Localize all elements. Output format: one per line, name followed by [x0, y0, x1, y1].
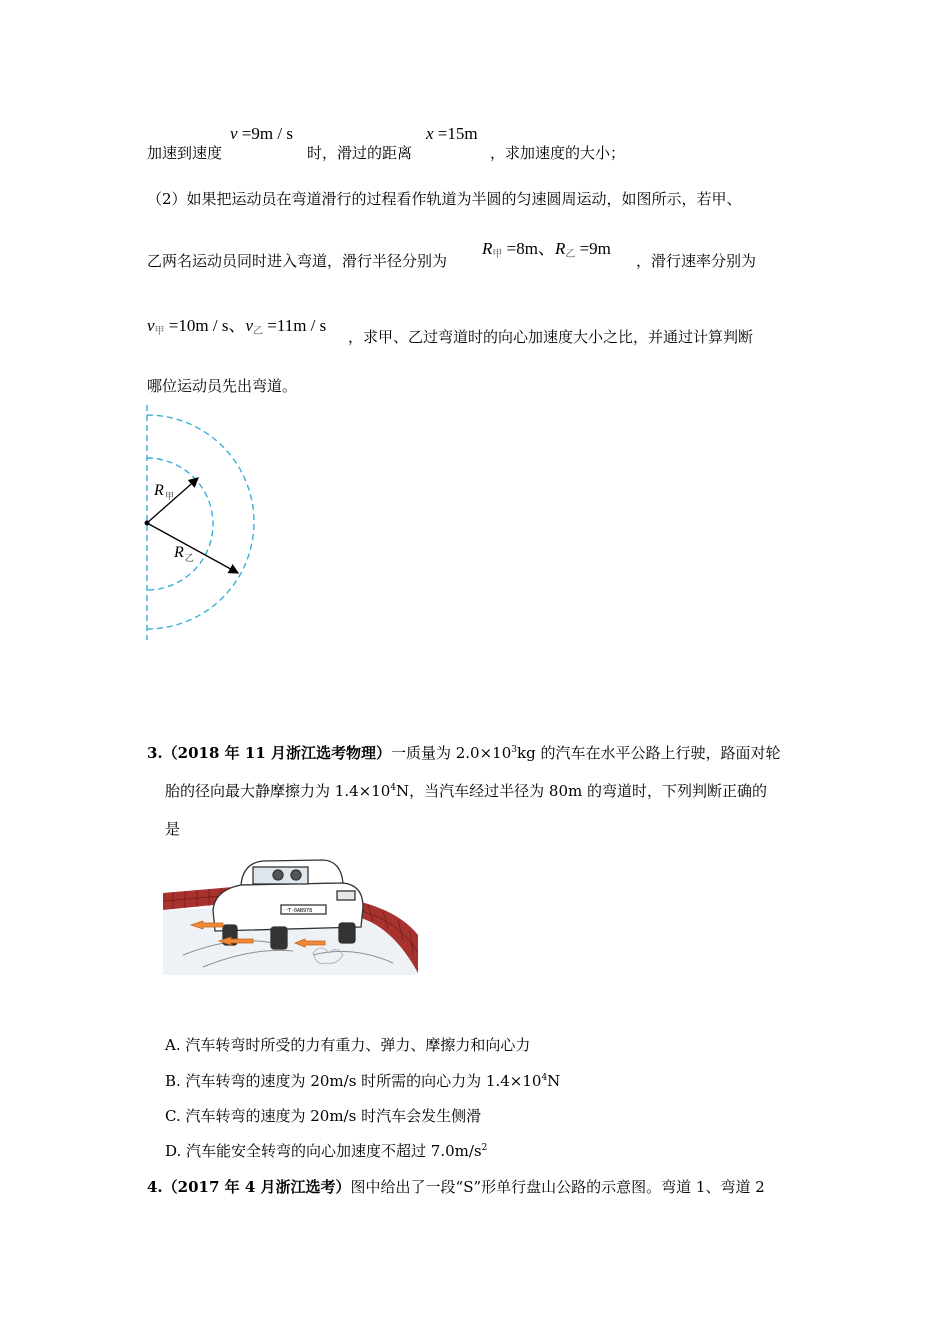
- var-R: R: [554, 239, 566, 258]
- text-line-1b: [307, 142, 412, 163]
- car-turning-illustration: [163, 855, 418, 975]
- q4-line-1: [147, 1176, 765, 1197]
- text: N，当汽车经过半径为 80m 的弯道时，下列判断正确的: [396, 782, 767, 800]
- semicircle-track-figure: [140, 400, 270, 645]
- q3-line-2: [165, 780, 767, 801]
- label-R-jia: R: [154, 482, 164, 499]
- option-c-text: C. 汽车转弯的速度为 20m/s 时汽车会发生侧滑: [165, 1107, 482, 1125]
- text-line-4: [348, 326, 753, 347]
- text: 胎的径向最大静摩擦力为 1.4×10: [165, 782, 391, 800]
- text-line-2: [147, 188, 742, 209]
- text: 加速到速度: [147, 144, 223, 162]
- text: 图中给出了一段“S”形单行盘山公路的示意图。弯道 1、弯道 2: [350, 1178, 765, 1196]
- question-number: 4.: [147, 1178, 163, 1196]
- var-v: v: [230, 124, 238, 143]
- option-d-text: D. 汽车能安全转弯的向心加速度不超过 7.0m/s: [165, 1142, 482, 1160]
- question-source: （2018 年 11 月浙江选考物理）: [162, 744, 391, 762]
- subscript: 乙: [253, 326, 263, 337]
- option-b-unit: N: [547, 1072, 561, 1090]
- option-d: [165, 1140, 487, 1161]
- text: 哪位运动员先出弯道。: [147, 377, 298, 395]
- label-jia-sub: 甲: [165, 492, 175, 502]
- var-x: x: [426, 124, 434, 143]
- formula-speeds: [147, 311, 326, 337]
- question-number: 3.: [147, 744, 163, 762]
- var-v: v: [147, 316, 155, 335]
- text-line-3: [147, 250, 447, 271]
- text: kg 的汽车在水平公路上行驶，路面对轮: [516, 744, 781, 762]
- text-line-5: [147, 375, 297, 396]
- text: 是: [165, 820, 181, 838]
- subscript: 甲: [492, 249, 503, 260]
- formula-radii: [482, 234, 611, 260]
- outer-track: [147, 415, 254, 629]
- text: ，滑行速率分别为: [636, 252, 757, 270]
- text: ，求加速度的大小；: [490, 144, 626, 162]
- formula-distance: [426, 124, 478, 144]
- var-v: v: [245, 316, 253, 335]
- text: 一质量为 2.0×10: [390, 744, 512, 762]
- q3-line-3: [165, 818, 180, 839]
- value: =9m: [579, 239, 611, 258]
- option-c: [165, 1105, 481, 1126]
- value: =11m / s: [267, 316, 327, 335]
- text: 乙两名运动员同时进入弯道，滑行半径分别为: [147, 252, 448, 270]
- label-yi-sub: 乙: [185, 554, 195, 564]
- value: =15m: [437, 124, 478, 143]
- exponent: 4: [390, 783, 397, 793]
- text: ，求甲、乙过弯道时的向心加速度大小之比，并通过计算判断: [348, 328, 754, 346]
- text-line-1: [147, 142, 222, 163]
- exponent: 3: [511, 745, 517, 755]
- text: 时，滑过的距离: [307, 144, 413, 162]
- option-b: [165, 1070, 560, 1091]
- license-plate-text: 一T·0AB978: [283, 908, 313, 914]
- text-line-3b: [636, 250, 756, 271]
- label-R-yi: R: [174, 544, 184, 561]
- question-source: （2017 年 4 月浙江选考）: [162, 1178, 351, 1196]
- value: =10m / s、: [168, 316, 246, 335]
- inner-track: [147, 458, 213, 590]
- var-R: R: [482, 239, 493, 258]
- exponent: 4: [541, 1073, 548, 1083]
- value: =8m、: [506, 239, 555, 258]
- option-a: [165, 1034, 530, 1055]
- subscript: 乙: [565, 249, 576, 260]
- subscript: 甲: [154, 326, 165, 337]
- value: =9m / s: [241, 124, 293, 143]
- radius-yi-arrow: [147, 523, 238, 573]
- option-a-text: A. 汽车转弯时所受的力有重力、弹力、摩擦力和向心力: [165, 1036, 531, 1054]
- q3-line-1: [147, 742, 780, 763]
- text: （2）如果把运动员在弯道滑行的过程看作轨道为半圆的匀速圆周运动，如图所示，若甲、: [147, 190, 742, 208]
- exponent: 2: [481, 1143, 488, 1153]
- option-b-text: B. 汽车转弯的速度为 20m/s 时所需的向心力为 1.4×10: [165, 1072, 542, 1090]
- text-line-1c: [490, 142, 625, 163]
- formula-velocity: [230, 124, 293, 144]
